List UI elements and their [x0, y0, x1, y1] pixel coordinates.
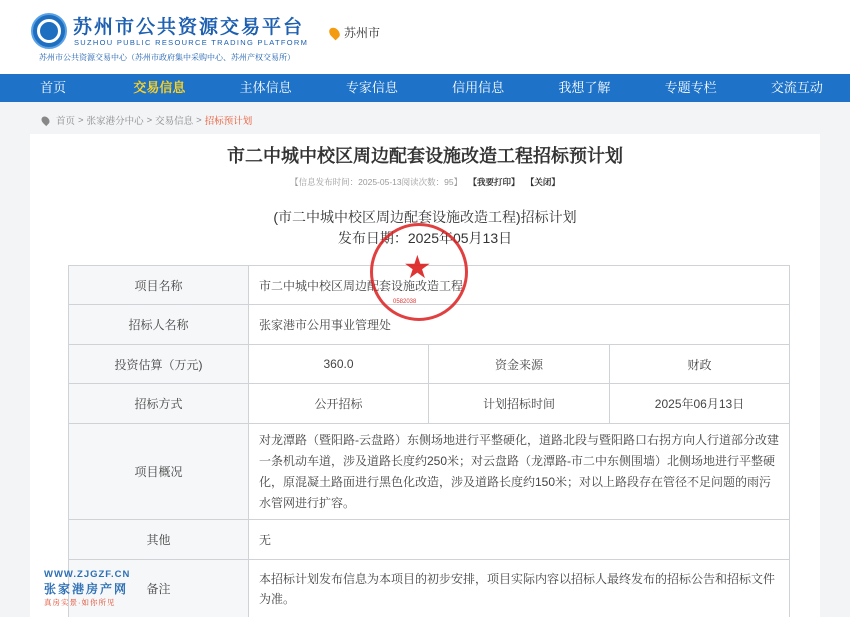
watermark-url: WWW.ZJGZF.CN	[44, 569, 131, 580]
tenderer-label: 招标人名称	[69, 305, 249, 345]
remark-value: 本招标计划发布信息为本项目的初步安排，项目实际内容以招标人最终发布的招标公告和招标文件为准。	[249, 560, 790, 617]
document-meta	[30, 176, 820, 188]
close-button[interactable]: 【关闭】	[525, 177, 560, 187]
main-nav	[0, 74, 850, 102]
nav-interaction[interactable]: 交流互动	[770, 80, 823, 95]
breadcrumb	[42, 113, 252, 127]
method-label: 招标方式	[69, 384, 249, 424]
location-pin-icon	[327, 25, 342, 40]
breadcrumb-home[interactable]: 首页	[56, 116, 76, 127]
official-seal	[370, 223, 468, 321]
publish-date: 发布日期：2025年05月13日	[337, 230, 513, 246]
site-header	[0, 0, 850, 74]
breadcrumb-branch[interactable]: 张家港分中心	[86, 116, 144, 127]
plan-subtitle: (市二中城中校区周边配套设施改造工程)招标计划	[273, 209, 577, 225]
nav-trade-info[interactable]: 交易信息	[133, 80, 186, 95]
overview-label: 项目概况	[69, 424, 249, 520]
tenderer-value: 张家港市公用事业管理处	[249, 305, 790, 345]
overview-value: 对龙潭路（暨阳路-云盘路）东侧场地进行平整硬化，道路北段与暨阳路口右拐方向人行道部分改建一条机动车道，涉及道路长度约250米；对云盘路（龙潭路-市二中东侧围墙）北侧场地进行平整硬化，原混凝土路面进行黑色化改造，涉及道路长度约150米；对以上路段存在管径不足问题的雨污水管网进行扩容。	[249, 424, 790, 520]
nav-credit-info[interactable]: 信用信息	[452, 80, 505, 95]
plan-time-value: 2025年06月13日	[610, 384, 790, 424]
location-label: 苏州市	[344, 26, 381, 40]
breadcrumb-trade-info[interactable]: 交易信息	[155, 116, 194, 127]
platform-title[interactable]: 苏州市公共资源交易平台	[73, 17, 305, 38]
nav-expert-info[interactable]: 专家信息	[345, 80, 398, 95]
table-row	[69, 345, 790, 384]
other-value: 无	[249, 520, 790, 560]
project-name-label: 项目名称	[69, 266, 249, 305]
publish-info: 【信息发布时间：2025-05-13阅读次数：95】	[290, 177, 463, 187]
table-row	[69, 424, 790, 520]
other-label: 其他	[69, 520, 249, 560]
project-name-value: 市二中城中校区周边配套设施改造工程	[249, 266, 790, 305]
breadcrumb-separator: >	[196, 114, 202, 126]
table-row	[69, 560, 790, 617]
plan-time-label: 计划招标时间	[429, 384, 610, 424]
breadcrumb-separator: >	[146, 114, 153, 126]
table-row	[69, 520, 790, 560]
nav-entity-info[interactable]: 主体信息	[239, 80, 292, 95]
platform-subtitle-en: SUZHOU PUBLIC RESOURCE TRADING PLATFORM	[74, 38, 309, 47]
breadcrumb-current[interactable]: 招标预计划	[204, 116, 253, 127]
location-pin-icon	[40, 114, 51, 125]
fund-source-value: 财政	[610, 345, 790, 384]
nav-special-topics[interactable]: 专题专栏	[664, 80, 717, 95]
investment-label: 投资估算（万元)	[69, 345, 249, 384]
watermark-slogan: 真房实景·如你所见	[44, 598, 116, 607]
method-value: 公开招标	[249, 384, 429, 424]
watermark	[44, 569, 130, 608]
seal-number: 0582038	[393, 299, 417, 305]
remark-label: 备注	[69, 560, 249, 617]
page-title: 市二中城中校区周边配套设施改造工程招标预计划	[227, 146, 623, 166]
location-selector[interactable]	[330, 24, 380, 41]
table-row	[69, 384, 790, 424]
investment-value: 360.0	[249, 345, 429, 384]
platform-logo-icon[interactable]	[31, 13, 67, 49]
platform-org: 苏州市公共资源交易中心（苏州市政府集中采购中心、苏州产权交易所）	[39, 53, 295, 62]
watermark-name: 张家港房产网	[44, 582, 129, 596]
nav-learn-more[interactable]: 我想了解	[558, 80, 611, 95]
fund-source-label: 资金来源	[429, 345, 610, 384]
nav-home[interactable]: 首页	[40, 80, 67, 95]
breadcrumb-separator: >	[78, 114, 84, 126]
print-button[interactable]: 【我要打印】	[468, 177, 520, 187]
